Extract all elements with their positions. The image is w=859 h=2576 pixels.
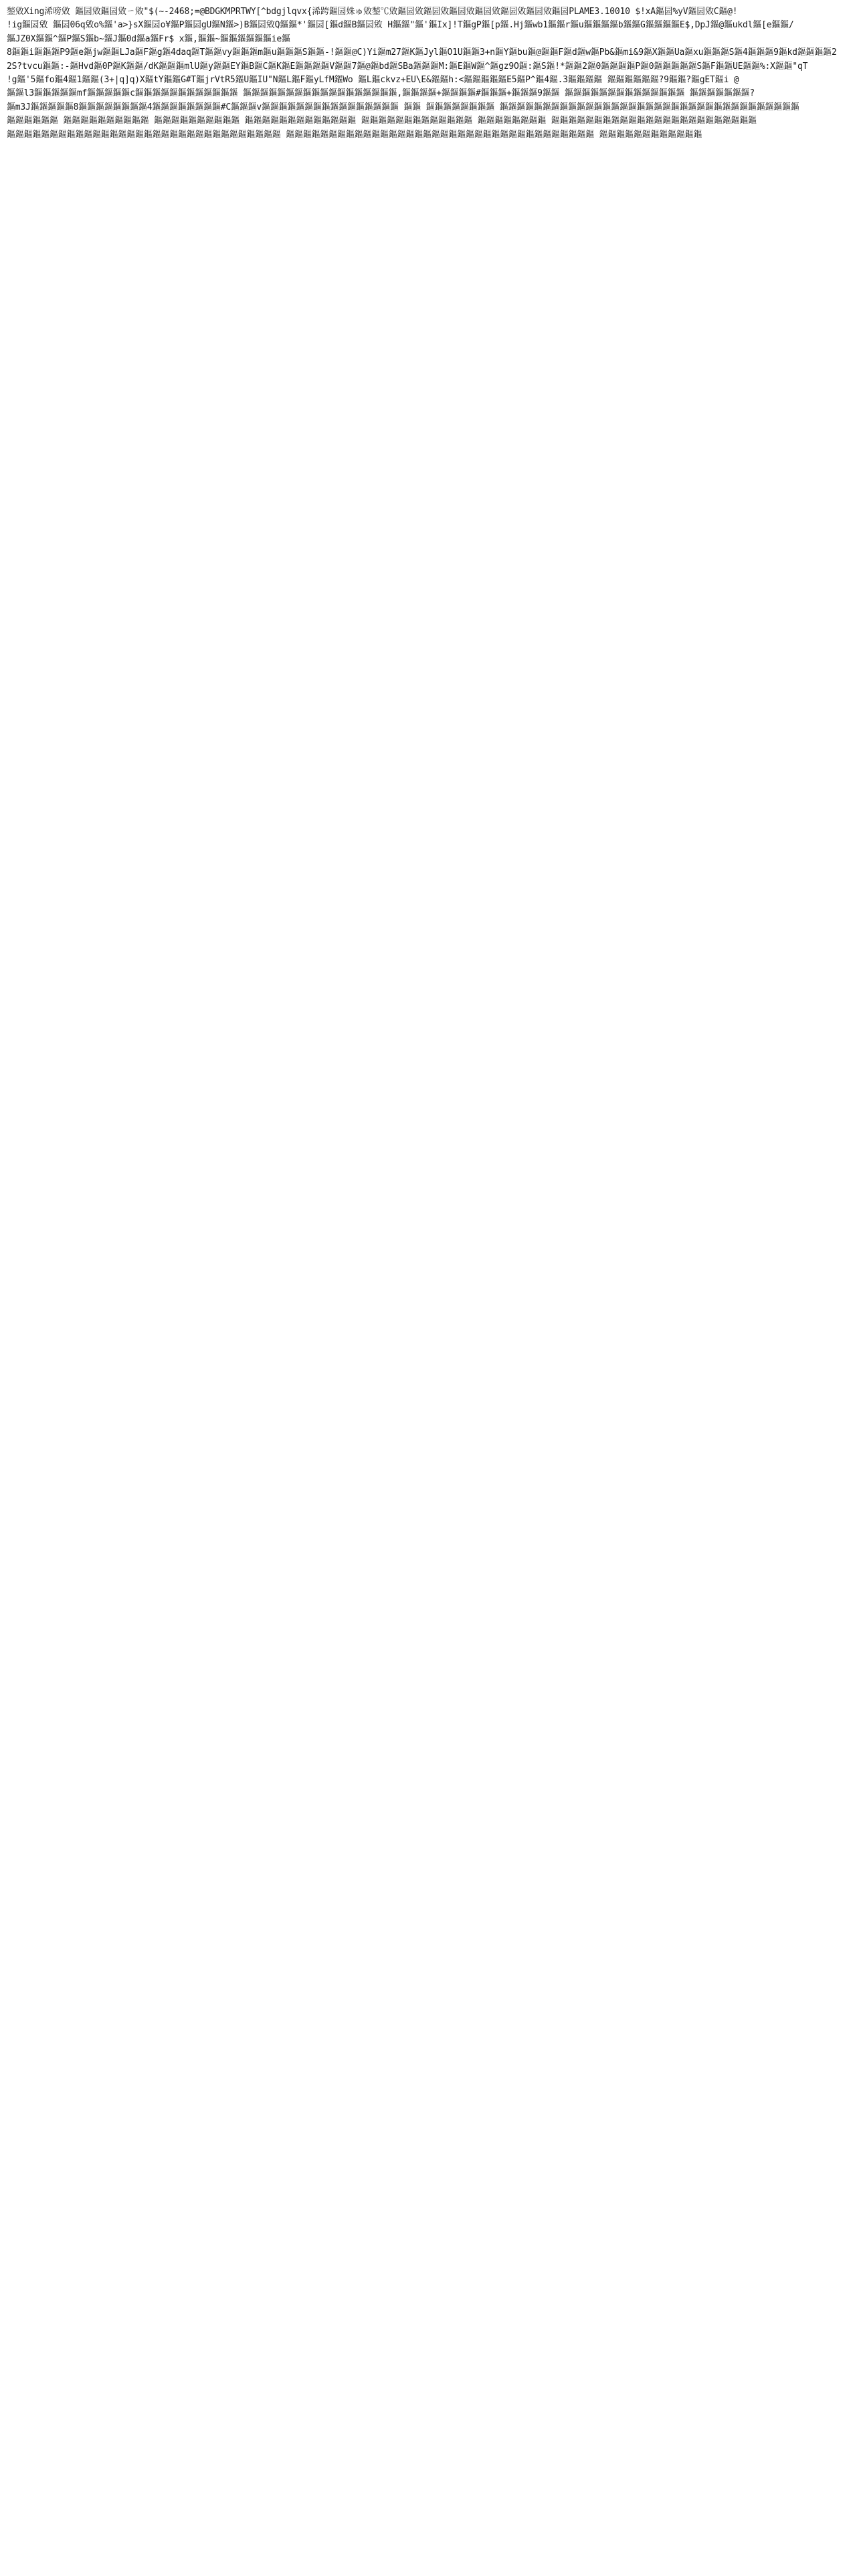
- text-line: 鏂JZ0X鏂鏂^鏂P鏂S鏂b~鏂J鏂0d鏂a鏂Fr$ x鏂,鏂鏂~鏂鏂鏂鏂鏂鏂ie鏂: [7, 33, 290, 44]
- document-page: [7, 5, 852, 2571]
- text-line: 鏂鏂鏂鏂鏂鏂鏂鏂鏂鏂鏂鏂鏂鏂鏂鏂鏂鏂鏂鏂鏂鏂鏂鏂鏂鏂鏂鏂鏂鏂鏂鏂 鏂鏂鏂鏂鏂鏂鏂鏂鏂鏂鏂鏂鏂鏂鏂鏂鏂鏂鏂鏂鏂鏂鏂鏂鏂鏂鏂鏂鏂鏂鏂鏂鏂鏂鏂鏂 鏂鏂鏂鏂鏂鏂鏂鏂鏂鏂鏂鏂: [7, 129, 702, 140]
- text-line: !g鏂'5鏂fo鏂4鏂1鏂鏂(3+|q]q)X鏂tY鏂鏂G#T鏂jrVtR5鏂U鏂IU"N鏂L鏂F鏂yLfM鏂Wo 鏂L鏂ckvz+EU\E&鏂鏂h:<鏂鏂鏂鏂鏂E5鏂P^鏂4鏂.3鏂鏂鏂鏂 鏂鏂鏂鏂鏂鏂?9鏂鏂?鏂gET鏂i @: [7, 74, 739, 85]
- text-line: 8鏂鏂i鏂鏂鏂P9鏂e鏂jw鏂鏂LJa鏂F鏂g鏂4daq鏂T鏂鏂vy鏂鏂鏂m鏂u鏂鏂鏂S鏂鏂-!鏂鏂@C)Yi鏂m27鏂K鏂Jyl鏂O1U鏂鏂3+n鏂Y鏂bu鏂@鏂鏂F鏂d鏂w鏂Pb&鏂mi&9鏂X鏂鏂Ua鏂xu鏂鏂鏂S鏂4鏂鏂鏂9鏂kd鏂鏂鏂鏂2: [7, 47, 837, 58]
- text-line: !ig鏂囩敓 鏂囩06q敓o%鏂'a>}sX鏂囩o¥鏂P鏂囩gU鏂N鏂>)B鏂囩敓Q鏂鏂*'鏂囩[鏂d鏂B鏂囩敓 H鏂鏂"鏂'鏂Ix]!T鏂gP鏂[p鏂.Hj鏂wb1鏂鏂r鏂u鏂鏂鏂鏂b鏂鏂G鏂鏂鏂鏂E$,DpJ鏂@鏂ukdl鏂[e鏂鏂/: [7, 20, 794, 31]
- text-line: 2S?tvcu鏂鏂:-鏂Hvd鏂0P鏂K鏂鏂/dK鏂鏂鏂mlU鏂y鏂鏂EY鏂B鏂C鏂K鏂E鏂鏂鏂鏂V鏂鏂7鏂@鏂bd鏂SBa鏂鏂鏂M:鏂E鏂W鏂^鏂gz9O鏂:鏂S鏂!*鏂鏂2鏂0鏂鏂鏂鏂P鏂0鏂鏂鏂鏂鏂S鏂F鏂鏂UE鏂鏂%:X鏂鏂"qT: [7, 61, 808, 72]
- text-line: 鏂m3J鏂鏂鏂鏂鏂8鏂鏂鏂鏂鏂鏂鏂鏂4鏂鏂鏂鏂鏂鏂鏂鏂#C鏂鏂鏂v鏂鏂鏂鏂鏂鏂鏂鏂鏂鏂鏂鏂鏂鏂鏂鏂 鏂鏂 鏂鏂鏂鏂鏂鏂鏂鏂 鏂鏂鏂鏂鏂鏂鏂鏂鏂鏂鏂鏂鏂鏂鏂鏂鏂鏂鏂鏂鏂鏂鏂鏂鏂鏂鏂鏂鏂鏂鏂鏂鏂鏂鏂: [7, 102, 799, 112]
- text-line: 鏂鏂鏂鏂鏂鏂 鏂鏂鏂鏂鏂鏂鏂鏂鏂鏂 鏂鏂鏂鏂鏂鏂鏂鏂鏂鏂 鏂鏂鏂鏂鏂鏂鏂鏂鏂鏂鏂鏂鏂 鏂鏂鏂鏂鏂鏂鏂鏂鏂鏂鏂鏂鏂 鏂鏂鏂鏂鏂鏂鏂鏂 鏂鏂鏂鏂鏂鏂鏂鏂鏂鏂鏂鏂鏂鏂鏂鏂鏂鏂鏂鏂鏂鏂鏂鏂: [7, 116, 757, 126]
- text-line: 鏂鏂l3鏂鏂鏂鏂鏂mf鏂鏂鏂鏂鏂c鏂鏂鏂鏂鏂鏂鏂鏂鏂鏂鏂鏂 鏂鏂鏂鏂鏂鏂鏂鏂鏂鏂鏂鏂鏂鏂鏂鏂鏂鏂,鏂鏂鏂鏂+鏂鏂鏂鏂#鏂鏂鏂+鏂鏂鏂9鏂鏂 鏂鏂鏂鏂鏂鏂鏂鏂鏂鏂鏂鏂鏂鏂 鏂鏂鏂鏂鏂鏂鏂?: [7, 88, 755, 99]
- text-line: 鍫敓Xing浠嗙敓 鏂囩敓鏂囩敓ㄧ敓"$(~-2468;=@BDGKMPRTWY[^bdgjlqvx{浠跨鏂囩姝ゅ敓鍫℃敓鏂囩敓鏂囩敓鏂囩敓鏂囩敓鏂囩敓鏂囩敓鏂囩PLAME3.10010 $!xA鏂囩%yV鏂囩敓C鏂@!: [7, 7, 738, 17]
